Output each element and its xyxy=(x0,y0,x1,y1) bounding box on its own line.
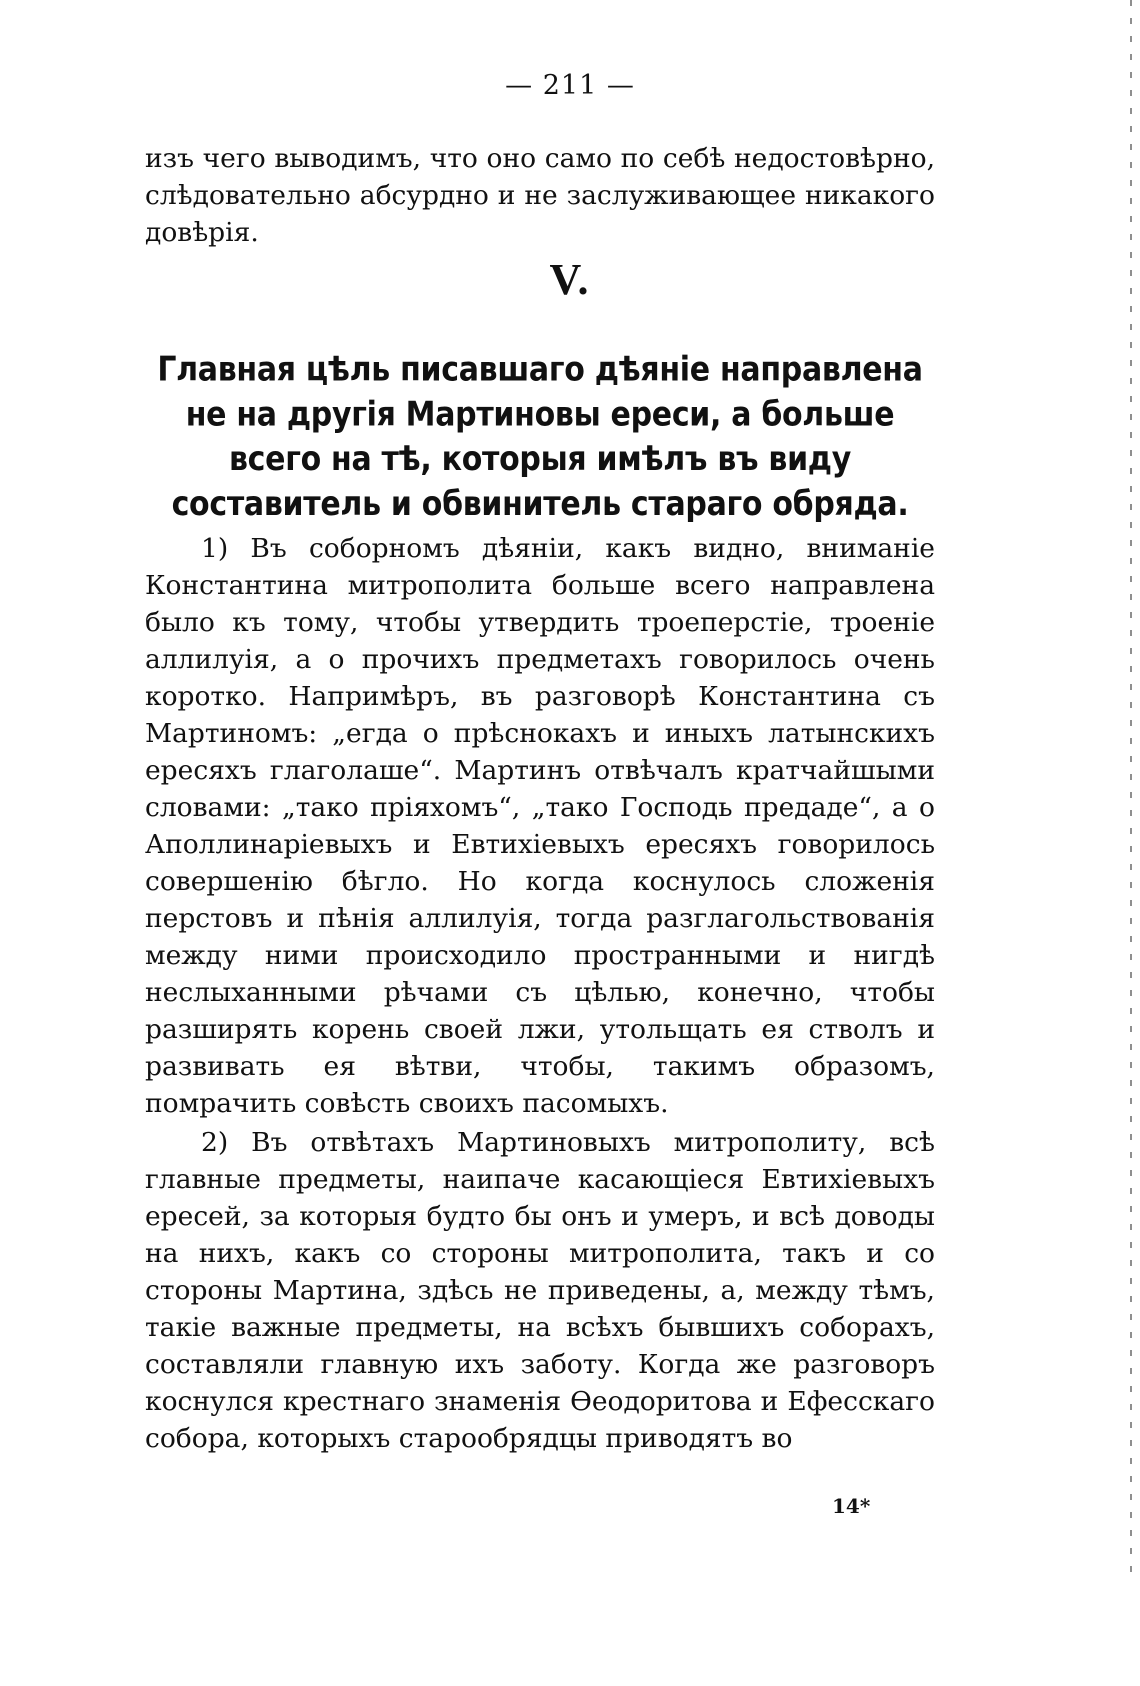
page-number: — 211 — xyxy=(505,70,635,101)
paragraph-1: 1) Въ соборномъ дѣяніи, какъ видно, вниманіе Константина митрополита больше всего направлена было къ тому, чтобы утвердить троеперстіе, троеніе аллилуія, а о прочихъ предметахъ говорилось очень коротко. Напримѣръ, въ разговорѣ Константина съ Мартиномъ: „егда о прѣснокахъ и иныхъ латынскихъ ересяхъ глаголаше“. Мартинъ отвѣчалъ кратчайшыми словами: „тако пріяхомъ“, „тако Господь предаде“, а о Аполлинаріевыхъ и Евтихіевыхъ ересяхъ говорилось совершенію бѣгло. Но когда коснулось сложенія перстовъ и пѣнія аллилуія, тогда разглагольствованія между ними происходило пространными и нигдѣ неслыханными рѣчами съ цѣлью, конечно, чтобы разширять корень своей лжи, утольщать ея стволъ и развивать ея вѣтви, чтобы, такимъ образомъ, помрачить совѣсть своихъ пасомыхъ. xyxy=(145,533,935,1119)
section-heading: Главная цѣль писавшаго дѣяніе направлена не на другія Мартиновы ереси, а больше всего на тѣ, которыя имѣлъ въ виду составитель и обвинитель стараго обряда. xyxy=(157,350,923,524)
section-numeral: V. xyxy=(549,255,591,304)
intro-paragraph: изъ чего выводимъ, что оно само по себѣ недостовѣрно, слѣдовательно абсурдно и не заслуживающее никакого довѣрія. xyxy=(145,143,935,248)
body-text xyxy=(145,530,935,1457)
paragraph-2: 2) Въ отвѣтахъ Мартиновыхъ митрополиту, всѣ главные предметы, наипаче касающіеся Евтихіевыхъ ересей, за которыя будто бы онъ и умеръ, и всѣ доводы на нихъ, какъ со стороны митрополита, такъ и со стороны Мартина, здѣсь не приведены, а, между тѣмъ, такіе важные предметы, на всѣхъ бывшихъ соборахъ, составляли главную ихъ заботу. Когда же разговоръ коснулся крестнаго знаменія Ѳеодоритова и Ефесскаго собора, которыхъ старообрядцы приводятъ во xyxy=(145,1127,935,1454)
printer-signature-mark: 14* xyxy=(832,1494,871,1518)
page-edge-scan-artifact xyxy=(1130,0,1132,1580)
